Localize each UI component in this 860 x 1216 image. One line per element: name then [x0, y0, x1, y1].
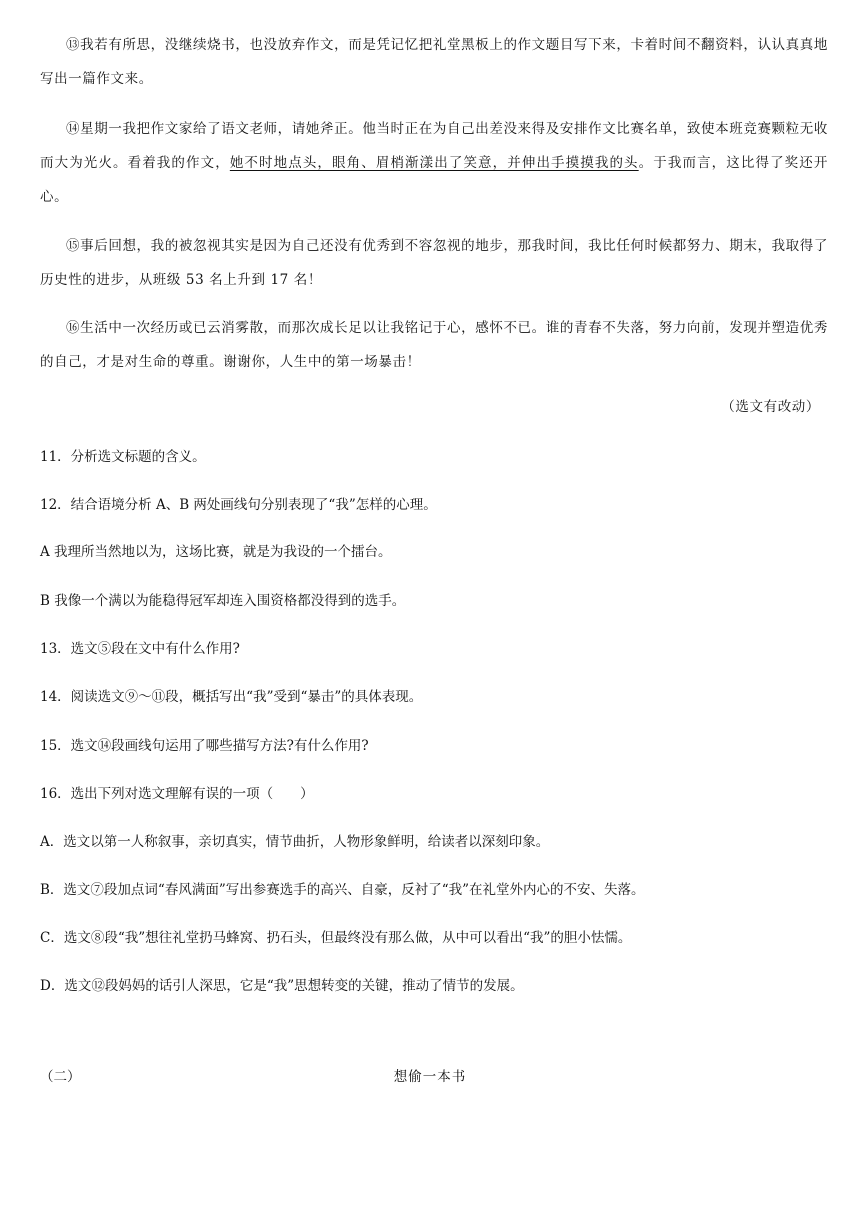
- question-11: 11．分析选文标题的含义。: [40, 449, 206, 465]
- option-b: B．选文⑦段加点词“春风满面”写出参赛选手的高兴、自豪，反衬了“我”在礼堂外内心的不安、失落。: [40, 882, 645, 898]
- section-number: （二）: [40, 1069, 81, 1085]
- option-c: C．选文⑧段“我”想往礼堂扔马蜂窝、扔石头，但最终没有那么做，从中可以看出“我”的胆小怯懦。: [40, 930, 632, 946]
- next-passage-title: 想偷一本书: [393, 1069, 467, 1085]
- source-note: （选文有改动）: [721, 399, 820, 415]
- option-d: D．选文⑫段妈妈的话引人深思，它是“我”思想转变的关键，推动了情节的发展。: [40, 978, 524, 994]
- paragraph-14: [40, 112, 828, 214]
- paragraph-15: ⑮事后回想，我的被忽视其实是因为自己还没有优秀到不容忽视的地步，那我时间，我比任何时候都努力、期末，我取得了历史性的进步，从班级 53 名上升到 17 名！: [40, 238, 828, 288]
- question-13: 13．选文⑤段在文中有什么作用?: [40, 641, 240, 657]
- underlined-sentence-14: 她不时地点头，眼角、眉梢渐漾出了笑意，并伸出手摸摸我的头: [229, 155, 639, 171]
- question-16: 16．选出下列对选文理解有误的一项（ ）: [40, 786, 314, 802]
- paragraph-14-text-after: 。于我而言，这比得了奖还开心。: [40, 155, 828, 205]
- paragraph-14-text-before: ⑭星期一我把作文家给了语文老师，请她斧正。他当时正在为自己出差没来得及安排作文比赛名单，致使本班竞赛颗粒无收而大为光火。看着我的作文，: [40, 121, 828, 171]
- option-a: A．选文以第一人称叙事，亲切真实，情节曲折，人物形象鲜明，给读者以深刻印象。: [40, 834, 550, 850]
- question-12: 12．结合语境分析 A、B 两处画线句分别表现了“我”怎样的心理。: [40, 497, 437, 513]
- paragraph-16: ⑯生活中一次经历或已云消雾散，而那次成长足以让我铭记于心，感怀不已。谁的青春不失落，努力向前，发现并塑造优秀的自己，才是对生命的尊重。谢谢你，人生中的第一场暴击！: [40, 320, 828, 370]
- question-12-item-b: B 我像一个满以为能稳得冠军却连入围资格都没得到的选手。: [40, 593, 406, 609]
- paragraph-13: ⑬我若有所思，没继续烧书，也没放弃作文，而是凭记忆把礼堂黑板上的作文题目写下来，卡着时间不翻资料，认认真真地写出一篇作文来。: [40, 37, 828, 87]
- question-15: 15．选文⑭段画线句运用了哪些描写方法?有什么作用?: [40, 738, 369, 754]
- question-14: 14．阅读选文⑨～⑪段，概括写出“我”受到“暴击”的具体表现。: [40, 689, 423, 705]
- question-12-item-a: A 我理所当然地以为，这场比赛，就是为我设的一个擂台。: [40, 544, 392, 560]
